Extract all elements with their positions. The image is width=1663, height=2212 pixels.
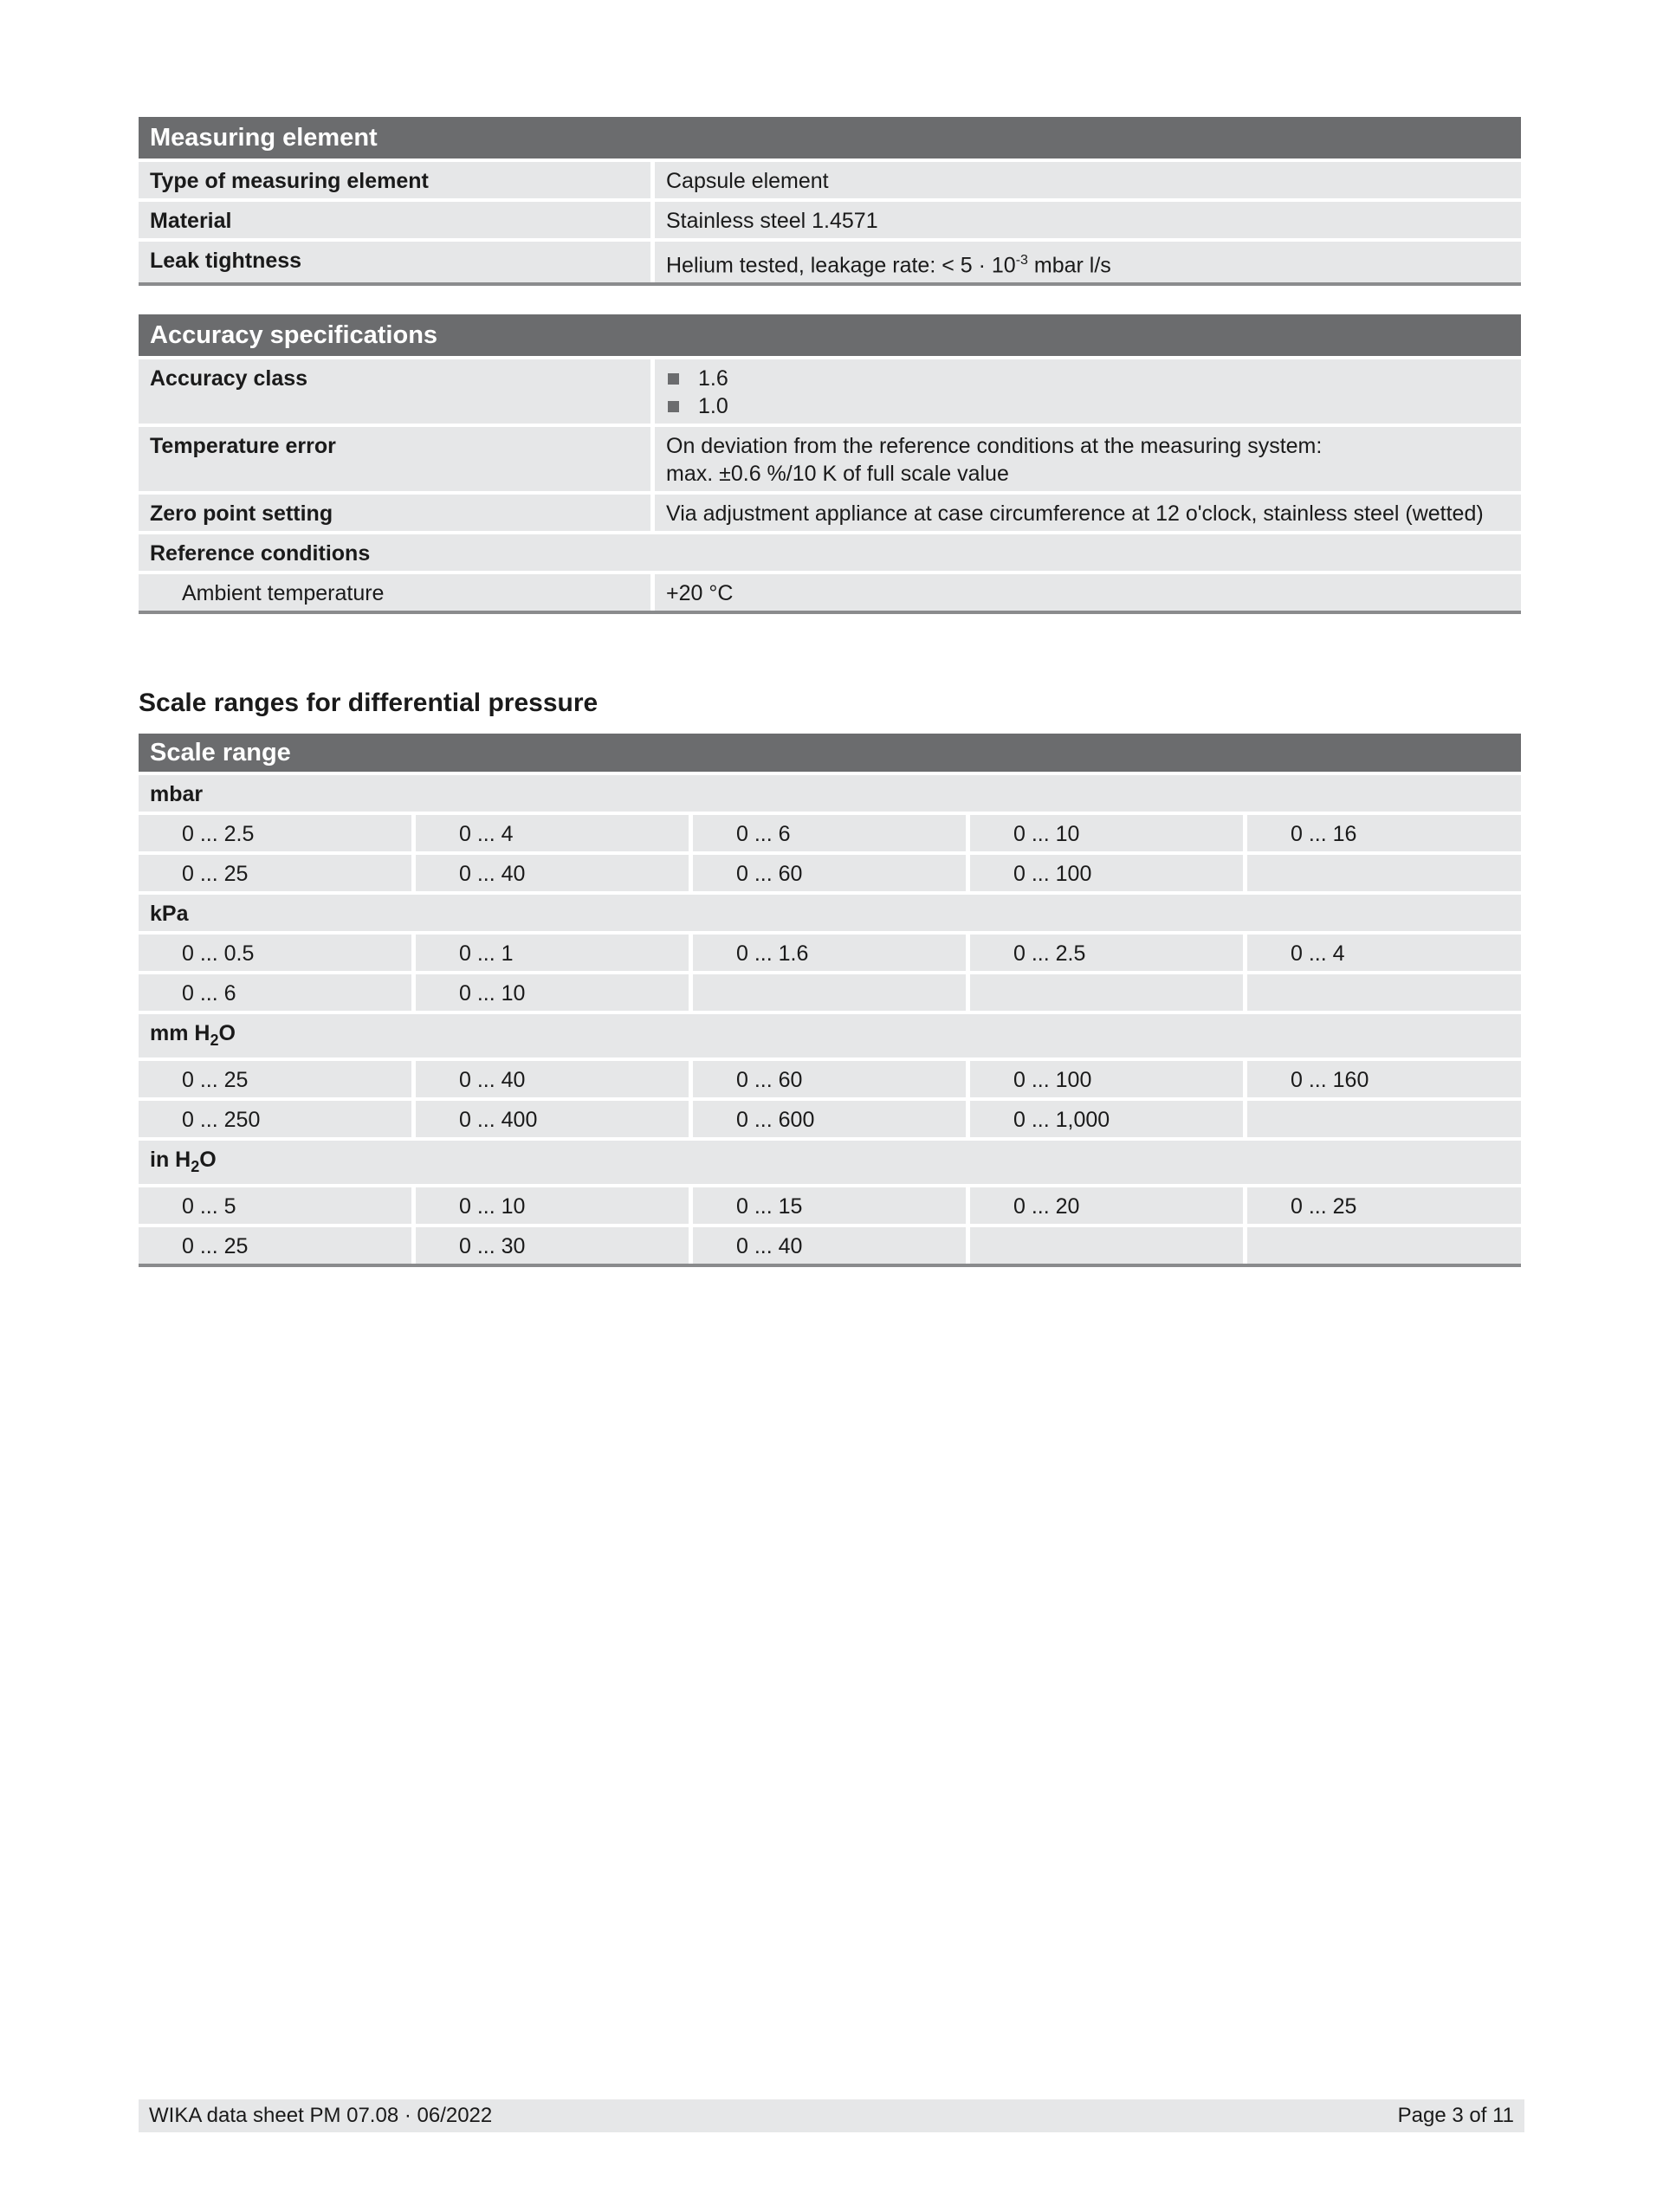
range-cell: 0 ... 10 xyxy=(416,974,689,1011)
footer-doc-id: WIKA data sheet PM 07.08 · 06/2022 xyxy=(149,2104,493,2127)
range-cell: 0 ... 60 xyxy=(693,855,966,891)
row-value: Via adjustment appliance at case circumference at 12 o'clock, stainless steel (wetted) xyxy=(655,495,1521,531)
range-cell: 0 ... 400 xyxy=(416,1101,689,1137)
range-cell xyxy=(1247,1101,1521,1137)
range-cell: 0 ... 60 xyxy=(693,1061,966,1097)
table-row xyxy=(139,534,1521,571)
range-cell: 0 ... 5 xyxy=(139,1187,411,1224)
table-row xyxy=(139,1061,1521,1097)
range-cell: 0 ... 100 xyxy=(970,1061,1243,1097)
range-cell: 0 ... 4 xyxy=(416,815,689,851)
unit-label: kPa xyxy=(139,895,1521,931)
range-cell: 0 ... 4 xyxy=(1247,935,1521,971)
row-label: Ambient temperature xyxy=(139,574,650,611)
table-row xyxy=(139,574,1521,614)
range-cell xyxy=(1247,1227,1521,1264)
range-cell: 0 ... 25 xyxy=(139,855,411,891)
range-cell: 0 ... 250 xyxy=(139,1101,411,1137)
range-cell: 0 ... 6 xyxy=(139,974,411,1011)
list-item: 1.6 xyxy=(666,365,1510,392)
table-row xyxy=(139,202,1521,238)
square-bullet-icon xyxy=(668,373,679,385)
range-cell: 0 ... 40 xyxy=(416,1061,689,1097)
row-label: Zero point setting xyxy=(139,495,650,531)
range-cell: 0 ... 25 xyxy=(139,1061,411,1097)
range-cell: 0 ... 10 xyxy=(970,815,1243,851)
range-cell: 0 ... 6 xyxy=(693,815,966,851)
range-cell: 0 ... 100 xyxy=(970,855,1243,891)
square-bullet-icon xyxy=(668,401,679,412)
range-cell: 0 ... 25 xyxy=(1247,1187,1521,1224)
temperature-error-value: On deviation from the reference conditions at the measuring system: max. ±0.6 %/10 K of full scale value xyxy=(655,427,1521,491)
accuracy-header: Accuracy specifications xyxy=(139,314,1521,356)
row-value: +20 °C xyxy=(655,574,1521,611)
table-row xyxy=(139,974,1521,1011)
range-cell: 0 ... 1.6 xyxy=(693,935,966,971)
accuracy-class-values xyxy=(655,359,1521,424)
table-row xyxy=(139,1187,1521,1224)
row-label: Temperature error xyxy=(139,427,650,491)
range-cell: 0 ... 40 xyxy=(416,855,689,891)
leak-tightness-value: Helium tested, leakage rate: < $5 \cdot 10^{-3}$ mbar l/s xyxy=(655,242,1521,282)
row-value: Capsule element xyxy=(655,162,1521,198)
measuring-element-table xyxy=(139,117,1521,286)
range-cell: 0 ... 10 xyxy=(416,1187,689,1224)
row-label: Accuracy class xyxy=(139,359,650,424)
unit-row xyxy=(139,1141,1521,1184)
range-cell xyxy=(693,974,966,1011)
range-cell: 0 ... 25 xyxy=(139,1227,411,1264)
reference-conditions-label: Reference conditions xyxy=(139,534,1521,571)
range-cell: 0 ... 1 xyxy=(416,935,689,971)
range-cell: 0 ... 160 xyxy=(1247,1061,1521,1097)
row-value: Stainless steel 1.4571 xyxy=(655,202,1521,238)
table-row xyxy=(139,935,1521,971)
range-cell: 0 ... 1,000 xyxy=(970,1101,1243,1137)
scale-range-header: Scale range xyxy=(139,734,1521,772)
range-cell: 0 ... 2.5 xyxy=(139,815,411,851)
range-cell: 0 ... 16 xyxy=(1247,815,1521,851)
page-number: Page 3 of 11 xyxy=(1397,2104,1514,2127)
range-cell: 0 ... 2.5 xyxy=(970,935,1243,971)
table-row xyxy=(139,242,1521,286)
unit-label: mbar xyxy=(139,775,1521,812)
table-row xyxy=(139,427,1521,491)
scale-range-table xyxy=(139,734,1521,1267)
unit-row xyxy=(139,775,1521,812)
range-cell xyxy=(1247,974,1521,1011)
range-cell: 0 ... 40 xyxy=(693,1227,966,1264)
range-cell: 0 ... 20 xyxy=(970,1187,1243,1224)
table-row xyxy=(139,495,1521,531)
measuring-element-header: Measuring element xyxy=(139,117,1521,158)
accuracy-table xyxy=(139,314,1521,614)
range-cell: 0 ... 15 xyxy=(693,1187,966,1224)
row-label: Leak tightness xyxy=(139,242,650,282)
table-row xyxy=(139,359,1521,424)
range-cell: 0 ... 30 xyxy=(416,1227,689,1264)
unit-label: mm $H_2O$ xyxy=(139,1014,1521,1057)
range-cell xyxy=(970,1227,1243,1264)
table-row xyxy=(139,815,1521,851)
table-row xyxy=(139,1227,1521,1267)
range-cell: 0 ... 0.5 xyxy=(139,935,411,971)
row-label: Material xyxy=(139,202,650,238)
section-title: Scale ranges for differential pressure xyxy=(139,689,599,717)
range-cell xyxy=(1247,855,1521,891)
row-label: Type of measuring element xyxy=(139,162,650,198)
range-cell: 0 ... 600 xyxy=(693,1101,966,1137)
page-footer xyxy=(139,2099,1524,2132)
unit-label: in $H_2O$ xyxy=(139,1141,1521,1184)
table-row xyxy=(139,1101,1521,1137)
range-cell xyxy=(970,974,1243,1011)
unit-row xyxy=(139,1014,1521,1057)
unit-row xyxy=(139,895,1521,931)
list-item: 1.0 xyxy=(666,392,1510,420)
table-row xyxy=(139,855,1521,891)
table-row xyxy=(139,162,1521,198)
